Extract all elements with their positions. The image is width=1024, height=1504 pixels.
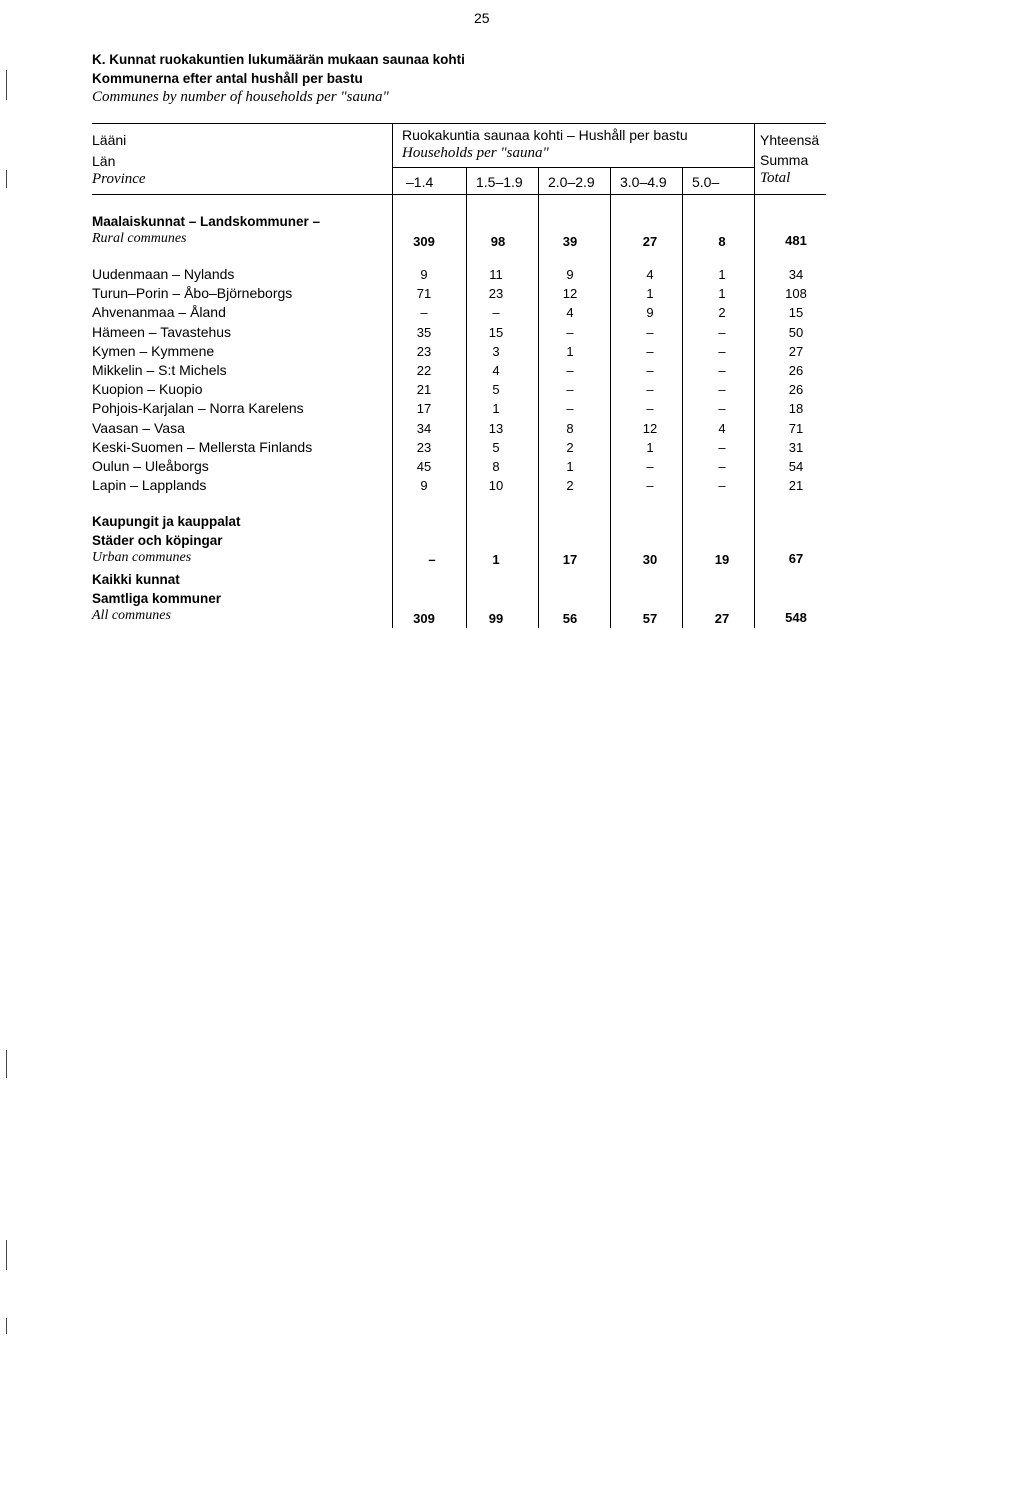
urban-value: 30 <box>642 552 658 567</box>
top-rule <box>92 123 826 124</box>
province-total: 108 <box>785 286 807 301</box>
province-value: 34 <box>416 421 432 436</box>
province-value: – <box>566 363 574 378</box>
province-total: 54 <box>788 459 804 474</box>
province-value: 5 <box>492 382 500 397</box>
province-value: – <box>718 478 726 493</box>
province-value: 4 <box>718 421 726 436</box>
header-province-sv: Län <box>92 153 116 169</box>
urban-value: 19 <box>714 552 730 567</box>
province-value: – <box>718 440 726 455</box>
province-value: 21 <box>416 382 432 397</box>
rural-value: 309 <box>413 234 435 249</box>
province-value: 8 <box>566 421 574 436</box>
province-total: 21 <box>788 478 804 493</box>
province-value: 1 <box>646 440 654 455</box>
province-value: – <box>718 459 726 474</box>
province-value: – <box>646 382 654 397</box>
province-value: – <box>420 305 428 320</box>
province-name: Uudenmaan – Nylands <box>92 266 235 282</box>
header-class-3: 2.0–2.9 <box>548 174 595 190</box>
province-value: – <box>646 459 654 474</box>
scan-margin-mark <box>6 170 7 188</box>
header-group-fi-sv: Ruokakuntia saunaa kohti – Hushåll per bastu <box>402 127 688 143</box>
rural-value: 8 <box>718 234 726 249</box>
province-value: 45 <box>416 459 432 474</box>
table-title <box>92 50 465 107</box>
col-divider <box>754 123 755 628</box>
province-value: 4 <box>646 267 654 282</box>
urban-value: 1 <box>492 552 500 567</box>
province-value: – <box>718 344 726 359</box>
header-class-2: 1.5–1.9 <box>476 174 523 190</box>
province-name: Kuopion – Kuopio <box>92 381 203 397</box>
province-name: Keski-Suomen – Mellersta Finlands <box>92 439 313 455</box>
header-total-fi: Yhteensä <box>760 132 820 148</box>
province-value: – <box>646 363 654 378</box>
all-value: 56 <box>562 611 578 626</box>
province-name: Ahvenanmaa – Åland <box>92 304 226 320</box>
province-name: Oulun – Uleåborgs <box>92 458 209 474</box>
province-value: 12 <box>562 286 578 301</box>
scan-margin-mark <box>6 70 7 100</box>
rural-label-en: Rural communes <box>92 231 187 246</box>
header-class-4: 3.0–4.9 <box>620 174 667 190</box>
province-total: 27 <box>788 344 804 359</box>
scan-margin-mark <box>6 1240 7 1270</box>
province-total: 15 <box>788 305 804 320</box>
province-total: 71 <box>788 421 804 436</box>
rural-label: Maalaiskunnat – Landskommuner – <box>92 214 321 229</box>
province-value: – <box>492 305 500 320</box>
province-value: 1 <box>492 401 500 416</box>
province-name: Lapin – Lapplands <box>92 477 207 493</box>
col-divider <box>538 167 539 628</box>
header-province-fi: Lääni <box>92 132 127 148</box>
province-value: 12 <box>642 421 658 436</box>
col-divider <box>466 167 467 628</box>
province-value: 9 <box>566 267 574 282</box>
province-value: 3 <box>492 344 500 359</box>
province-value: 10 <box>488 478 504 493</box>
header-total-sv: Summa <box>760 152 809 168</box>
province-value: 23 <box>416 344 432 359</box>
header-total-en: Total <box>760 170 791 186</box>
all-value: 309 <box>413 611 435 626</box>
header-class-1: –1.4 <box>406 174 434 190</box>
title-en: Communes by number of households per "sauna" <box>92 89 389 105</box>
province-total: 26 <box>788 382 804 397</box>
page-number: 25 <box>474 10 490 26</box>
province-value: 71 <box>416 286 432 301</box>
province-value: 22 <box>416 363 432 378</box>
col-divider <box>610 167 611 628</box>
province-total: 50 <box>788 325 804 340</box>
province-name: Hämeen – Tavastehus <box>92 324 232 340</box>
province-value: 2 <box>566 440 574 455</box>
all-value: 57 <box>642 611 658 626</box>
title-fi: K. Kunnat ruokakuntien lukumäärän mukaan saunaa kohti <box>92 52 465 67</box>
province-name: Pohjois-Karjalan – Norra Karelens <box>92 400 304 416</box>
rural-value: 27 <box>642 234 658 249</box>
province-name: Kymen – Kymmene <box>92 343 215 359</box>
province-value: 8 <box>492 459 500 474</box>
province-total: 26 <box>788 363 804 378</box>
urban-label-sv: Städer och köpingar <box>92 533 223 548</box>
province-value: – <box>646 325 654 340</box>
province-value: – <box>718 382 726 397</box>
province-value: 13 <box>488 421 504 436</box>
header-province-en: Province <box>92 171 146 187</box>
col-divider <box>392 123 393 628</box>
province-value: 9 <box>646 305 654 320</box>
rural-value: 39 <box>562 234 578 249</box>
all-total: 548 <box>785 610 807 625</box>
scan-margin-mark <box>6 1318 7 1334</box>
province-value: 5 <box>492 440 500 455</box>
all-value: 99 <box>488 611 504 626</box>
province-value: – <box>718 401 726 416</box>
header-bottom-rule <box>92 194 826 195</box>
province-value: 35 <box>416 325 432 340</box>
scan-margin-mark <box>6 1050 7 1078</box>
province-name: Vaasan – Vasa <box>92 420 185 436</box>
province-value: 1 <box>646 286 654 301</box>
province-value: – <box>646 344 654 359</box>
header-group-en: Households per "sauna" <box>402 145 549 161</box>
province-value: 9 <box>420 267 428 282</box>
province-value: 15 <box>488 325 504 340</box>
province-value: 9 <box>420 478 428 493</box>
province-value: – <box>718 363 726 378</box>
province-value: 4 <box>566 305 574 320</box>
province-value: 1 <box>718 286 726 301</box>
group-underline <box>392 167 754 168</box>
urban-label-fi: Kaupungit ja kauppalat <box>92 514 241 529</box>
province-total: 31 <box>788 440 804 455</box>
province-value: 2 <box>566 478 574 493</box>
province-value: 23 <box>416 440 432 455</box>
all-value: 27 <box>714 611 730 626</box>
all-label-fi: Kaikki kunnat <box>92 572 180 587</box>
province-value: – <box>718 325 726 340</box>
province-value: – <box>646 478 654 493</box>
rural-total: 481 <box>785 233 807 248</box>
province-total: 18 <box>788 401 804 416</box>
col-divider <box>682 167 683 628</box>
title-sv: Kommunerna efter antal hushåll per bastu <box>92 71 363 86</box>
province-name: Turun–Porin – Åbo–Björneborgs <box>92 285 293 301</box>
header-class-5: 5.0– <box>692 174 720 190</box>
urban-label-en: Urban communes <box>92 550 192 565</box>
urban-total: 67 <box>788 551 804 566</box>
province-value: 1 <box>566 459 574 474</box>
rural-value: 98 <box>490 234 506 249</box>
province-value: – <box>646 401 654 416</box>
province-value: 1 <box>718 267 726 282</box>
urban-value: – <box>428 552 436 567</box>
all-label-en: All communes <box>92 608 171 623</box>
province-value: 17 <box>416 401 432 416</box>
province-value: – <box>566 382 574 397</box>
province-value: 1 <box>566 344 574 359</box>
province-name: Mikkelin – S:t Michels <box>92 362 227 378</box>
province-value: 2 <box>718 305 726 320</box>
province-value: 23 <box>488 286 504 301</box>
urban-value: 17 <box>562 552 578 567</box>
province-value: – <box>566 401 574 416</box>
province-value: – <box>566 325 574 340</box>
province-total: 34 <box>788 267 804 282</box>
province-value: 4 <box>492 363 500 378</box>
province-value: 11 <box>489 267 503 282</box>
all-label-sv: Samtliga kommuner <box>92 591 222 606</box>
